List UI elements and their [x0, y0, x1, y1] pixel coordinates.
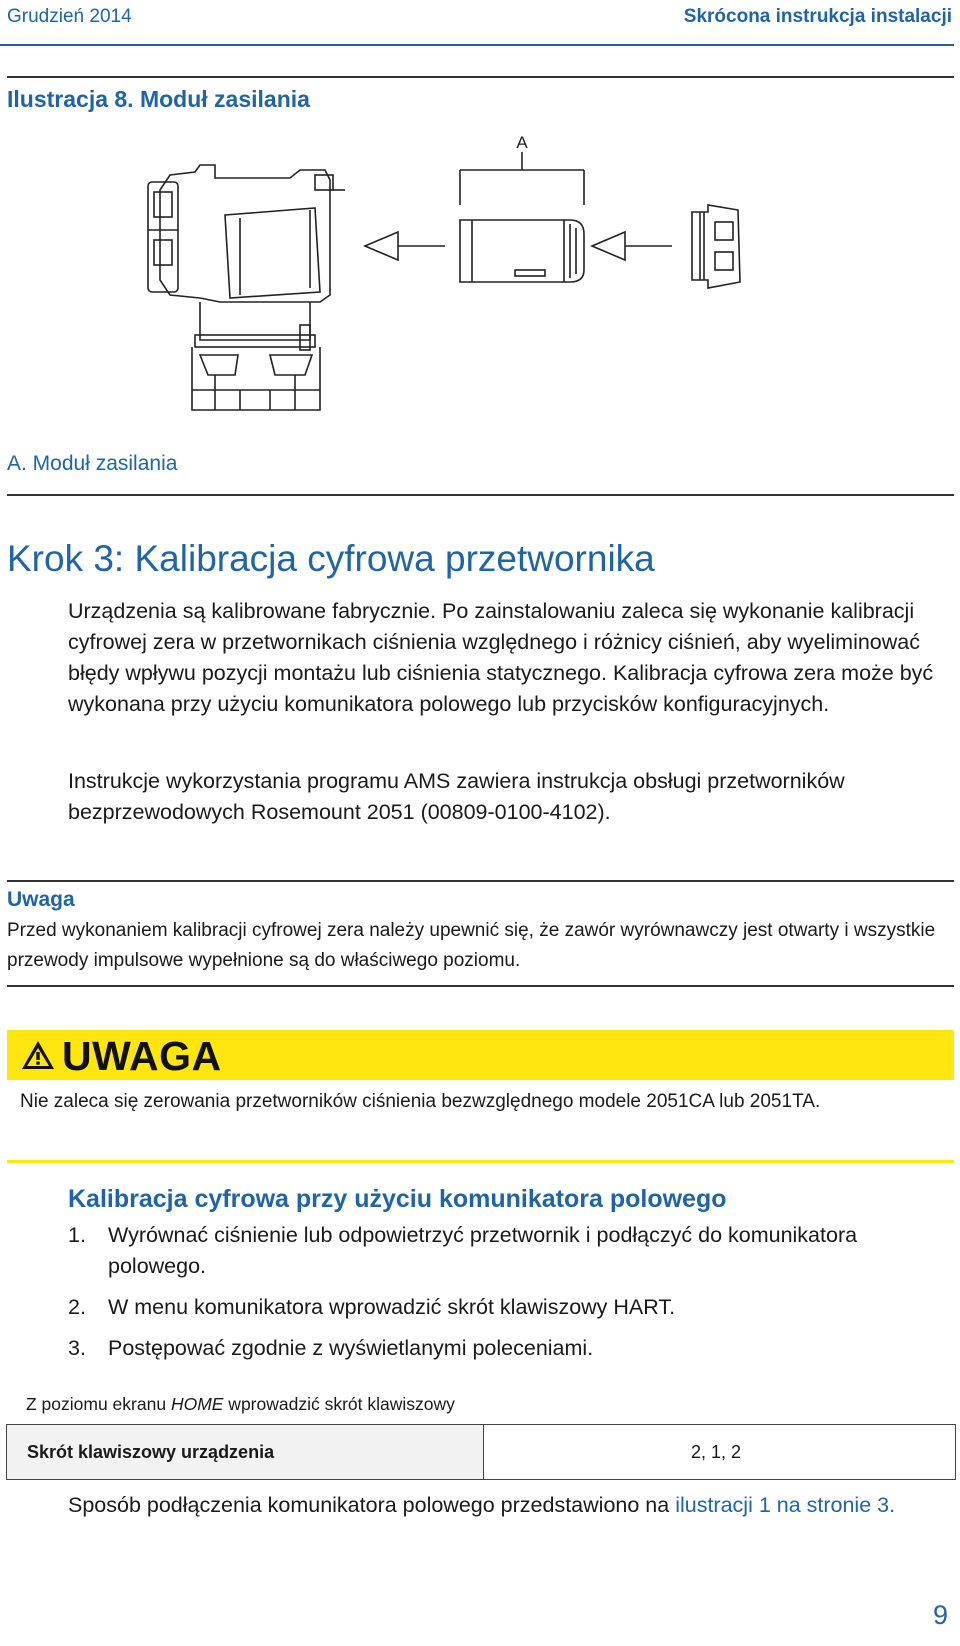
home-screen-note — [26, 1394, 455, 1415]
home-note-before: Z poziomu ekranu — [26, 1394, 171, 1414]
table-key-cell: Skrót klawiszowy urządzenia — [7, 1425, 484, 1479]
final-end: . — [889, 1493, 896, 1517]
body-paragraph: Instrukcje wykorzystania programu AMS zawiera instrukcja obsługi przetworników bezprzewodowych Rosemount 2051 (00809-0100-4102). — [68, 769, 845, 824]
page-number: 9 — [932, 1600, 948, 1630]
list-item-number: 3. — [68, 1336, 86, 1360]
warning-title: UWAGA — [62, 1033, 222, 1079]
header-doc-title: Skrócona instrukcja instalacji — [683, 6, 952, 27]
home-note-emphasis: HOME — [170, 1394, 224, 1414]
list-item-number: 1. — [68, 1223, 86, 1247]
table-value-cell: 2, 1, 2 — [484, 1425, 955, 1479]
note-text: Przed wykonaniem kalibracji cyfrowej zera należy upewnić się, że zawór wyrównawczy jest otwarty i wszystkie przewody impulsowe wypełnione są do właściwego poziomu. — [7, 920, 936, 971]
header-divider — [0, 44, 954, 46]
list-item — [68, 1333, 928, 1364]
list-item-text: Wyrównać ciśnienie lub odpowietrzyć przetwornik i podłączyć do komunikatora polowego. — [108, 1223, 858, 1278]
warning-text: Nie zaleca się zerowania przetworników ciśnienia bezwzględnego modele 2051CA lub 2051TA. — [20, 1091, 821, 1112]
figure-callout-label: A — [516, 133, 528, 152]
body-paragraph: Urządzenia są kalibrowane fabrycznie. Po zainstalowaniu zaleca się wykonanie kalibracji cyfrowej zera w przetwornikach ciśnienia względnego i różnicy ciśnień, aby wyeliminować błędy wpływu pozycji montażu lub ciśnienia statycznego. Kalibracja cyfrowa zera może być wykonana przy użyciu komunikatora polowego lub przycisków konfiguracyjnych. — [68, 599, 934, 716]
list-item-number: 2. — [68, 1295, 86, 1319]
figure-top-divider — [7, 76, 954, 78]
final-text: Sposób podłączenia komunikatora polowego przedstawiono na — [68, 1493, 676, 1517]
figure-bottom-divider — [7, 494, 954, 496]
figure-caption: A. Moduł zasilania — [7, 452, 178, 475]
note-top-divider — [7, 880, 954, 882]
procedure-title: Kalibracja cyfrowa przy użyciu komunikatora polowego — [68, 1185, 727, 1213]
power-module-illustration — [140, 130, 780, 430]
list-item — [68, 1292, 928, 1323]
fast-key-table — [6, 1424, 956, 1480]
section-title: Krok 3: Kalibracja cyfrowa przetwornika — [7, 538, 655, 579]
note-bottom-divider — [7, 985, 954, 987]
warning-banner — [7, 1030, 954, 1080]
figure-title: Ilustracja 8. Moduł zasilania — [7, 86, 310, 112]
warning-triangle-icon — [20, 1039, 56, 1071]
list-item-text: Postępować zgodnie z wyświetlanymi poleceniami. — [108, 1336, 594, 1360]
list-item — [68, 1220, 928, 1282]
home-note-after: wprowadzić skrót klawiszowy — [223, 1394, 455, 1414]
header-date: Grudzień 2014 — [7, 6, 132, 27]
final-paragraph — [68, 1490, 948, 1521]
note-title: Uwaga — [7, 888, 75, 911]
figure-reference-link[interactable]: ilustracji 1 na stronie 3 — [675, 1493, 890, 1517]
list-item-text: W menu komunikatora wprowadzić skrót klawiszowy HART. — [108, 1295, 676, 1319]
warning-bottom-divider — [7, 1160, 954, 1163]
